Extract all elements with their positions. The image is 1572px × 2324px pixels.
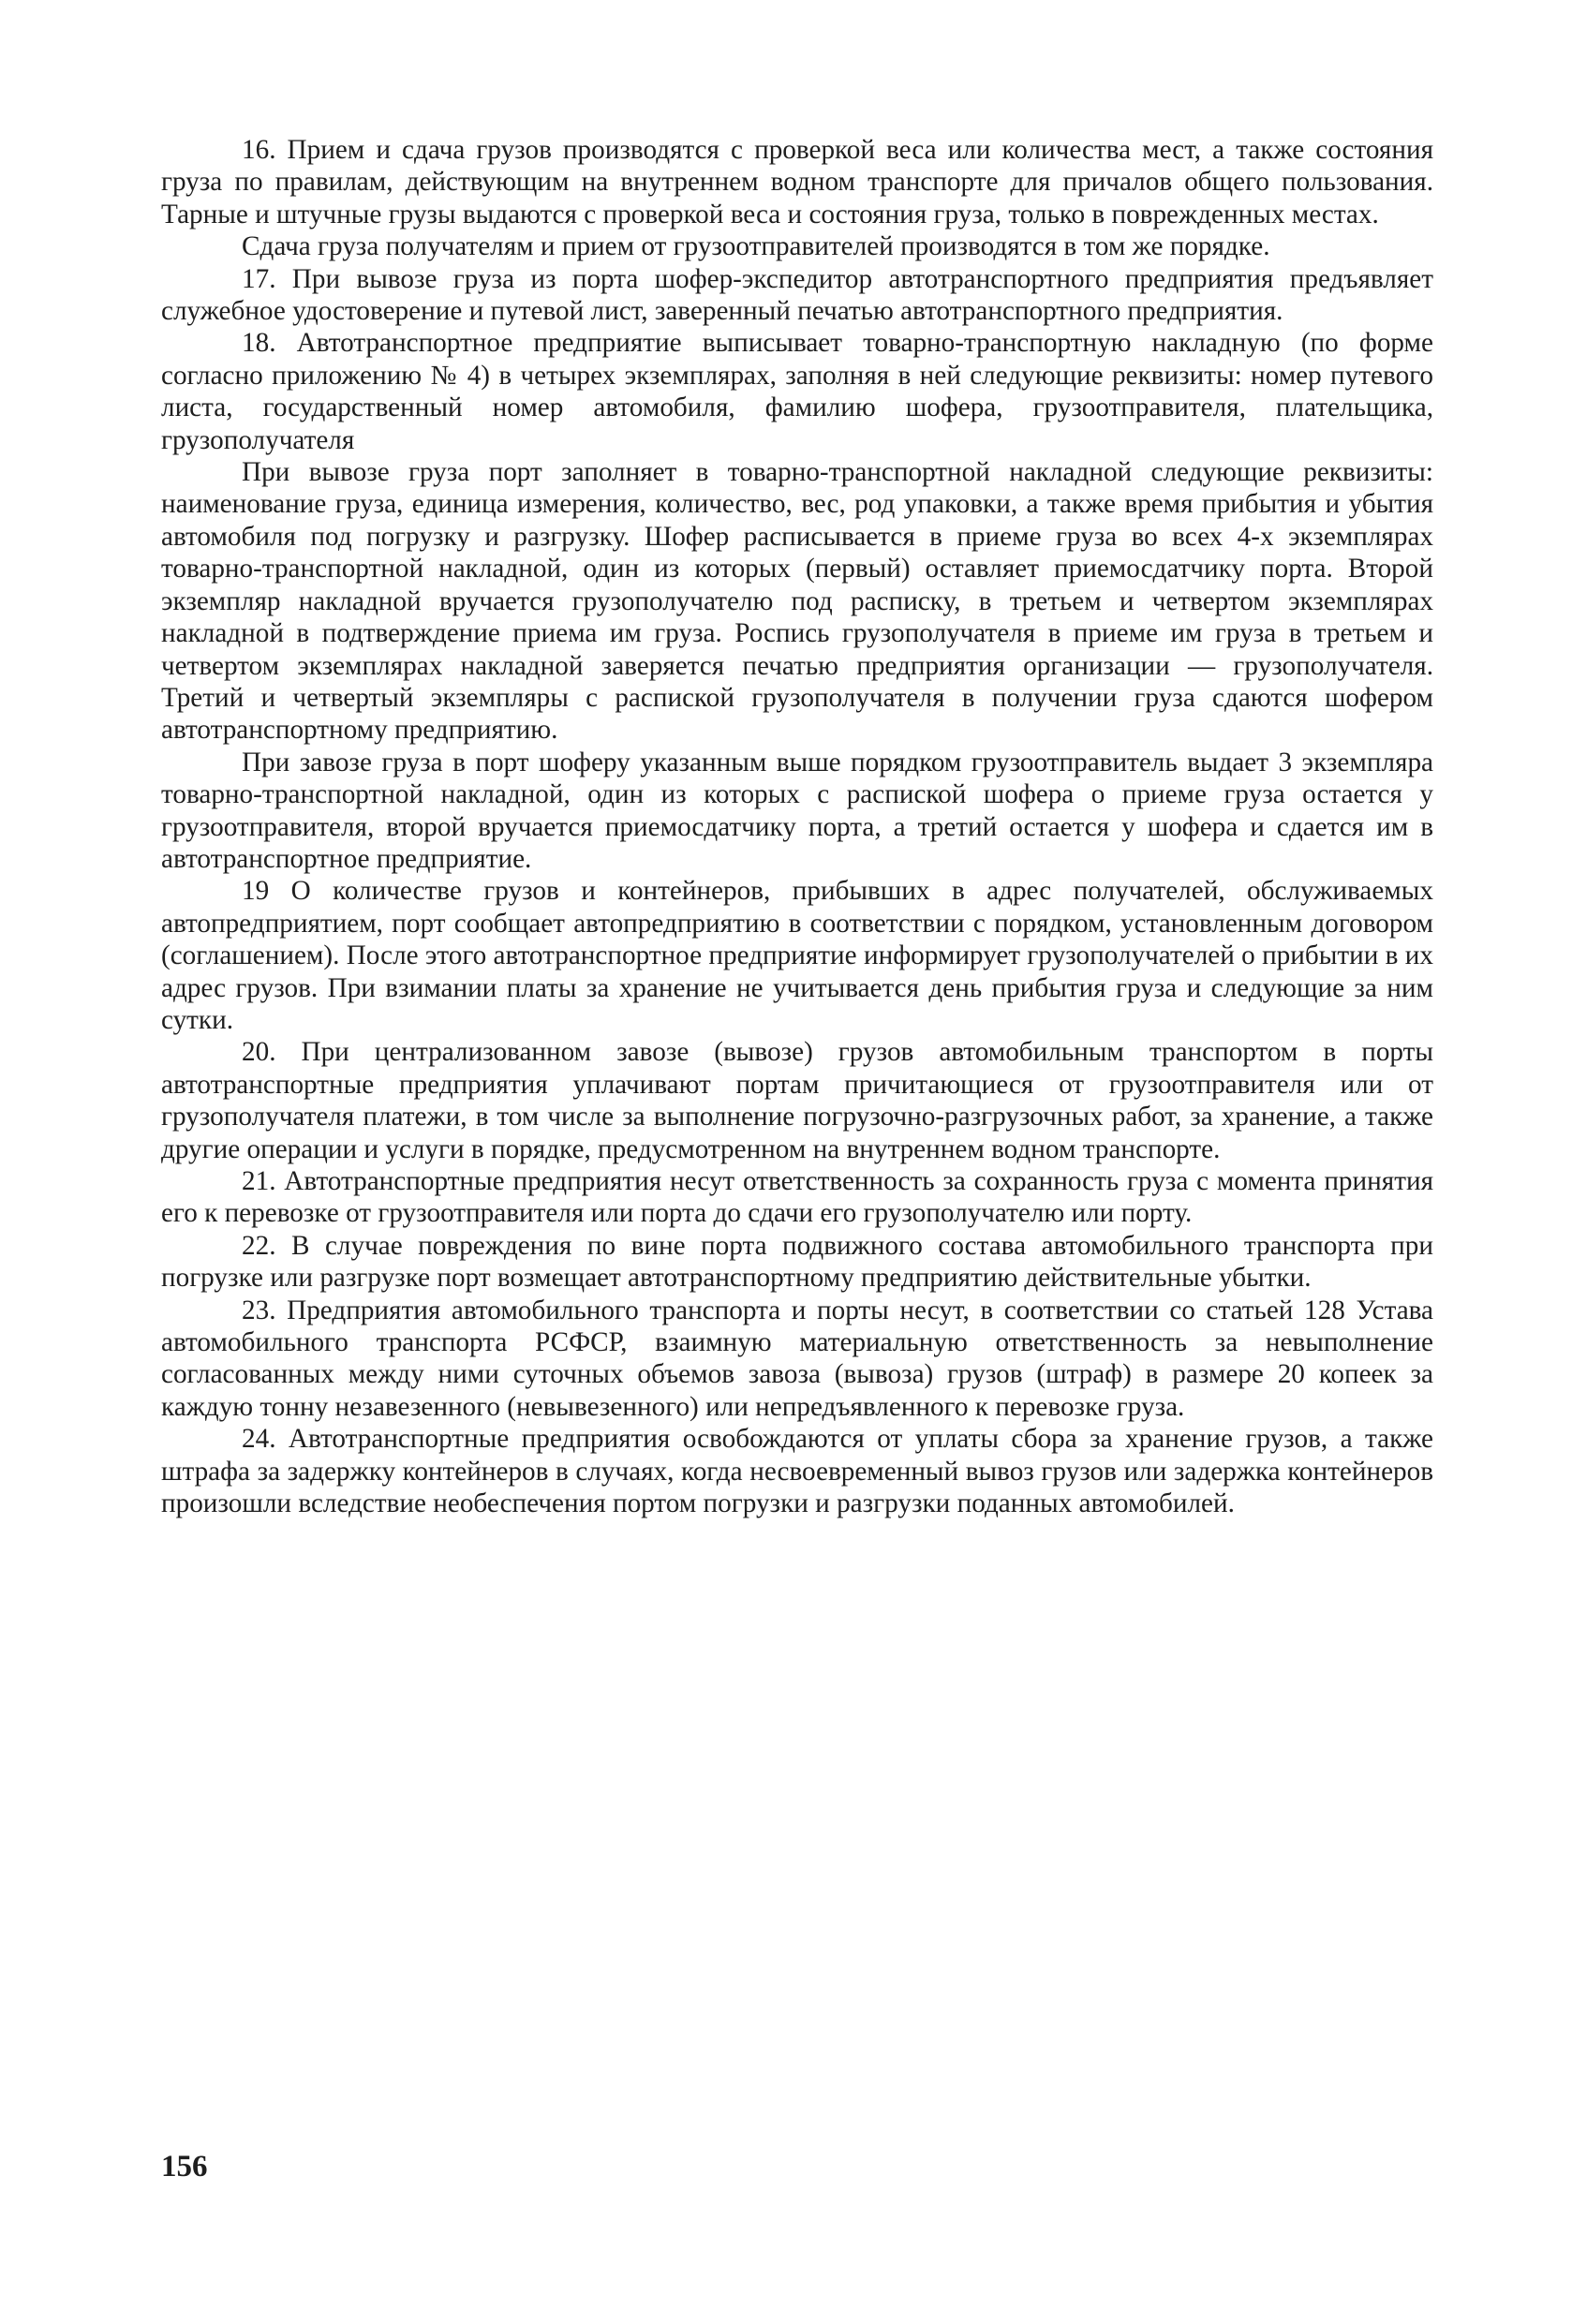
paragraph-16: 16. Прием и сдача грузов производятся с проверкой веса или количества мест, а также состояния груза по правилам, действующим на внутреннем водном транспорте для причалов общего пользования. Тарные и штучные грузы выдаются с проверкой веса и состояния груза, только в поврежденных местах. — [161, 135, 1433, 229]
paragraph-16-continued: Сдача груза получателям и прием от грузоотправителей производятся в том же порядке. — [242, 231, 1270, 262]
page-number: 156 — [161, 2150, 208, 2183]
paragraph-21: 21. Автотранспортные предприятия несут ответственность за сохранность груза с момента принятия его к перевозке от грузоотправителя или порта до сдачи его грузополучателю или порту. — [161, 1166, 1433, 1229]
paragraph-18: 18. Автотранспортное предприятие выписывает товарно-транспортную накладную (по форме согласно приложению № 4) в четырех экземплярах, заполняя в ней следующие реквизиты: номер путевого листа, государственный номер автомобиля, фамилию шофера, грузоотправителя, плательщика, грузополучателя — [161, 328, 1433, 455]
body-text — [161, 134, 1433, 1519]
paragraph-19: 19 О количестве грузов и контейнеров, прибывших в адрес получателей, обслуживаемых автопредприятием, порт сообщает автопредприятию в соответствии с порядком, установленным договором (соглашением). После этого автотранспортное предприятие информирует грузополучателей о прибытии в их адрес грузов. При взимании платы за хранение не учитывается день прибытия груза и следующие за ним сутки. — [161, 876, 1433, 1035]
paragraph-18-removal: При вывозе груза порт заполняет в товарно-транспортной накладной следующие реквизиты: наименование груза, единица измерения, количество, вес, род упаковки, а также время прибытия и убытия автомобиля под погрузку и разгрузку. Шофер расписывается в приеме груза во всех 4-х экземплярах товарно-транспортной накладной, один из которых (первый) оставляет приемосдатчику порта. Второй экземпляр накладной вручается грузополучателю под расписку, в третьем и четвертом экземплярах накладной в подтверждение приема им груза. Роспись грузополучателя в приеме им груза в третьем и четвертом экземплярах накладной заверяется печатью предприятия организации — грузополучателя. Третий и четвертый экземпляры с распиской грузополучателя в получении груза сдаются шофером автотранспортному предприятию. — [161, 457, 1433, 746]
paragraph-18-delivery: При завозе груза в порт шоферу указанным выше порядком грузоотправитель выдает 3 экземпляра товарно-транспортной накладной, один из которых с распиской шофера о приеме груза остается у грузоотправителя, второй вручается приемосдатчику порта, а третий остается у шофера и сдается им в автотранспортное предприятие. — [161, 747, 1433, 874]
paragraph-20: 20. При централизованном завозе (вывозе) грузов автомобильным транспортом в порты автотранспортные предприятия уплачивают портам причитающиеся от грузоотправителя или от грузополучателя платежи, в том числе за выполнение погрузочно-разгрузочных работ, за хранение, а также другие операции и услуги в порядке, предусмотренном на внутреннем водном транспорте. — [161, 1037, 1433, 1164]
paragraph-23: 23. Предприятия автомобильного транспорта и порты несут, в соответствии со статьей 128 Устава автомобильного транспорта РСФСР, взаимную материальную ответственность за невыполнение согласованных между ними суточных объемов завоза (вывоза) грузов (штраф) в размере 20 копеек за каждую тонну незавезенного (невывезенного) или непредъявленного к перевозке груза. — [161, 1295, 1433, 1422]
paragraph-24: 24. Автотранспортные предприятия освобождаются от уплаты сбора за хранение грузов, а также штрафа за задержку контейнеров в случаях, когда несвоевременный вывоз грузов или задержка контейнеров произошли вследствие необеспечения портом погрузки и разгрузки поданных автомобилей. — [161, 1424, 1433, 1519]
paragraph-22: 22. В случае повреждения по вине порта подвижного состава автомобильного транспорта при погрузке или разгрузке порт возмещает автотранспортному предприятию действительные убытки. — [161, 1230, 1433, 1294]
paragraph-17: 17. При вывозе груза из порта шофер-экспедитор автотранспортного предприятия предъявляет служебное удостоверение и путевой лист, заверенный печатью автотранспортного предприятия. — [161, 263, 1433, 327]
